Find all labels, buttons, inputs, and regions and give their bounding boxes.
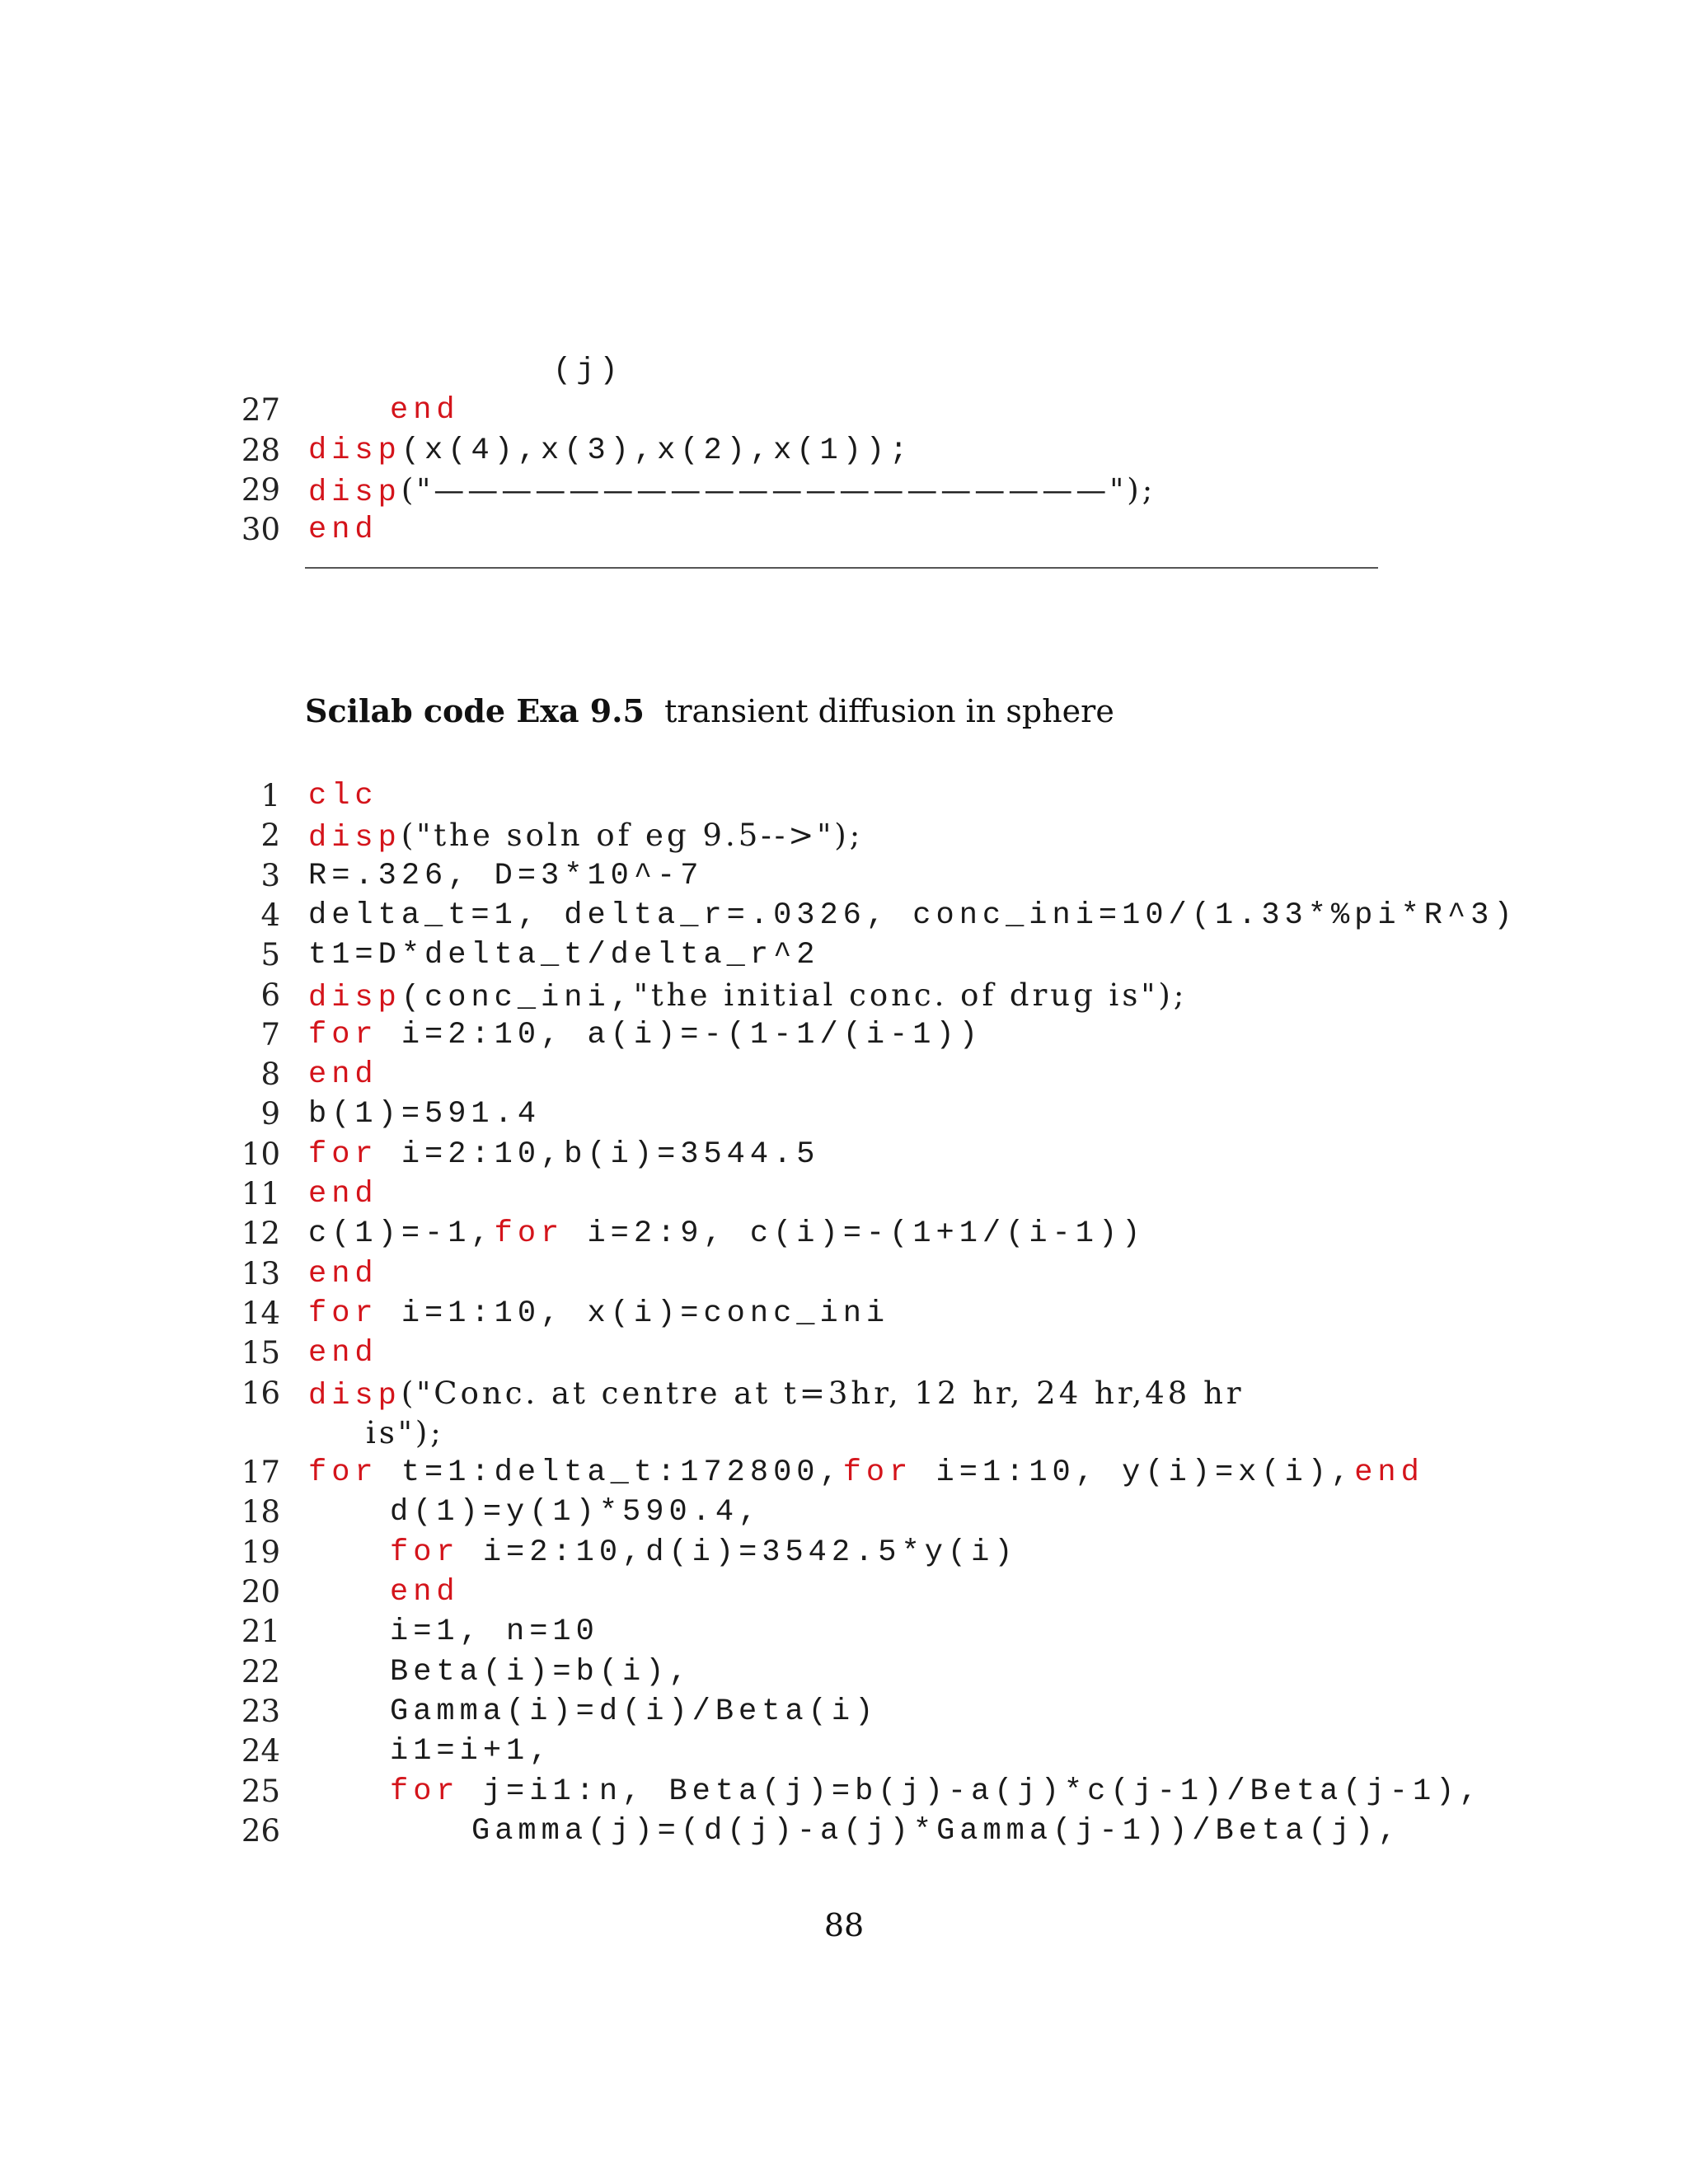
code-text	[308, 935, 819, 975]
code-text	[308, 896, 1517, 935]
keyword: for	[842, 1455, 913, 1491]
code-line	[0, 1094, 1688, 1134]
line-number: 19	[241, 1534, 280, 1570]
code-line	[0, 1055, 1688, 1094]
line-number: 26	[241, 1812, 280, 1849]
line-number: 6	[260, 977, 280, 1013]
code-line	[0, 1652, 1688, 1692]
code-token: (x(4),x(3),x(2),x(1));	[401, 433, 913, 468]
code-text	[390, 1612, 599, 1652]
keyword: for	[308, 1455, 378, 1491]
string-literal: ("————————————————————");	[401, 471, 1156, 508]
keyword: for	[308, 1137, 378, 1172]
code-token: d(1)=y(1)*590.4,	[390, 1495, 762, 1530]
code-token: Beta(i)=b(i),	[390, 1654, 692, 1690]
code-line	[0, 935, 1688, 975]
line-number: 29	[241, 471, 280, 508]
code-text	[308, 471, 1156, 513]
line-number: 11	[241, 1176, 280, 1212]
code-line	[0, 1135, 1688, 1174]
code-line	[0, 1692, 1688, 1732]
keyword: for	[390, 1535, 460, 1570]
code-line	[0, 776, 1688, 816]
code-token: b(1)=591.4	[308, 1097, 542, 1132]
code-token: (j)	[553, 354, 623, 388]
page-number: 88	[823, 1907, 865, 1943]
keyword: end	[308, 1336, 378, 1371]
line-number: 21	[241, 1614, 280, 1650]
listing-caption-label: Scilab code Exa 9.5	[305, 692, 645, 729]
code-line	[0, 1732, 1688, 1771]
code-line	[0, 1413, 1688, 1453]
line-number: 28	[241, 432, 280, 468]
code-text	[390, 1652, 692, 1692]
listing-caption-title: transient diffusion in sphere	[664, 693, 1114, 729]
keyword: disp	[308, 433, 401, 468]
line-number: 27	[241, 392, 280, 429]
line-number: 24	[241, 1733, 280, 1769]
keyword: for	[494, 1216, 565, 1252]
code-token: j=i1:n, Beta(j)=b(j)-a(j)*c(j-1)/Beta(j-1),	[459, 1774, 1483, 1809]
code-line	[0, 1453, 1688, 1493]
line-number: 5	[260, 937, 280, 973]
string-literal: "the initial conc. of drug is");	[633, 977, 1188, 1013]
code-text	[308, 976, 1187, 1018]
code-token: i=2:10,b(i)=3544.5	[377, 1137, 820, 1172]
code-line	[0, 1612, 1688, 1652]
line-number: 10	[241, 1136, 280, 1172]
line-number: 25	[241, 1773, 280, 1809]
code-line	[0, 856, 1688, 896]
keyword: disp	[308, 980, 401, 1015]
code-token: Gamma(j)=(d(j)-a(j)*Gamma(j-1))/Beta(j),	[471, 1813, 1402, 1849]
code-text	[366, 1413, 444, 1455]
line-number: 7	[260, 1016, 280, 1052]
line-number: 1	[260, 778, 280, 813]
code-token: delta_t=1, delta_r=.0326, conc_ini=10/(1.33*%pi*R^3)	[308, 898, 1517, 933]
code-token: t1=D*delta_t/delta_r^2	[308, 938, 820, 973]
code-line	[0, 1294, 1688, 1333]
line-number: 12	[241, 1216, 280, 1252]
code-line	[0, 816, 1688, 855]
code-line	[0, 1174, 1688, 1214]
keyword: end	[1354, 1455, 1424, 1491]
code-token: i=2:10, a(i)=-(1-1/(i-1))	[377, 1017, 982, 1052]
code-line	[0, 1533, 1688, 1572]
code-token: i=1:10, y(i)=x(i),	[912, 1455, 1355, 1491]
code-text	[308, 1135, 820, 1174]
line-number: 3	[260, 857, 280, 893]
string-literal: is");	[366, 1414, 444, 1451]
code-text	[308, 1015, 982, 1055]
code-line	[0, 976, 1688, 1015]
code-text	[390, 1692, 878, 1732]
keyword: for	[390, 1774, 460, 1809]
keyword: for	[308, 1296, 378, 1331]
keyword: clc	[308, 779, 378, 813]
keyword: end	[390, 1575, 460, 1610]
code-text	[308, 1254, 378, 1294]
keyword: disp	[308, 821, 401, 856]
code-text	[471, 1811, 1401, 1851]
code-token: c(1)=-1,	[308, 1216, 495, 1252]
string-literal: ("Conc. at centre at t=3hr, 12 hr, 24 hr,48 hr	[401, 1375, 1245, 1411]
code-line	[0, 471, 1688, 510]
code-line	[0, 1374, 1688, 1413]
code-text	[308, 1294, 889, 1333]
keyword: end	[308, 1057, 378, 1093]
code-text	[390, 1533, 1018, 1572]
code-line	[0, 510, 1688, 550]
keyword: end	[308, 1177, 378, 1212]
keyword: end	[308, 513, 378, 548]
code-text	[308, 776, 378, 816]
listing-end-rule	[305, 567, 1378, 569]
code-token: i=2:10,d(i)=3542.5*y(i)	[459, 1535, 1018, 1570]
code-text	[308, 510, 378, 550]
code-text	[308, 431, 912, 471]
code-text	[390, 1732, 552, 1771]
code-line	[0, 1333, 1688, 1373]
code-text	[390, 391, 460, 430]
line-number: 17	[241, 1455, 280, 1491]
code-line	[0, 1772, 1688, 1811]
line-number: 13	[241, 1255, 280, 1291]
code-text	[308, 1374, 1245, 1416]
line-number: 9	[260, 1096, 280, 1132]
code-text	[308, 1214, 1145, 1254]
code-token: Gamma(i)=d(i)/Beta(i)	[390, 1694, 879, 1729]
listing-caption	[305, 692, 1114, 729]
code-token: t=1:delta_t:172800,	[377, 1455, 843, 1491]
keyword: disp	[308, 1378, 401, 1413]
code-line	[0, 1015, 1688, 1055]
keyword: end	[390, 393, 460, 429]
code-line	[0, 1214, 1688, 1254]
code-text	[308, 816, 863, 858]
code-token: (conc_ini,	[401, 980, 634, 1015]
code-token: i1=i+1,	[390, 1734, 553, 1769]
line-number: 16	[241, 1375, 280, 1411]
code-line	[0, 1493, 1688, 1532]
code-token: R=.326, D=3*10^-7	[308, 858, 704, 893]
code-text	[308, 1174, 378, 1214]
string-literal: ("the soln of eg 9.5-->");	[401, 818, 864, 854]
line-number: 14	[241, 1295, 280, 1331]
code-text	[390, 1572, 460, 1612]
keyword: for	[308, 1017, 378, 1052]
line-number: 4	[260, 897, 280, 933]
keyword: end	[308, 1256, 378, 1291]
code-text	[308, 1453, 1424, 1493]
line-number: 20	[241, 1574, 280, 1610]
code-text	[308, 1333, 378, 1373]
code-token: i=1:10, x(i)=conc_ini	[377, 1296, 890, 1331]
code-text	[308, 1055, 378, 1094]
line-number: 15	[241, 1335, 280, 1371]
code-line	[0, 391, 1688, 430]
code-token: i=1, n=10	[390, 1615, 599, 1650]
code-text	[308, 856, 703, 896]
keyword: disp	[308, 475, 401, 510]
line-number: 22	[241, 1653, 280, 1690]
code-line	[0, 1254, 1688, 1294]
code-text	[308, 1094, 541, 1134]
code-line	[0, 1811, 1688, 1851]
code-line	[0, 431, 1688, 471]
code-text	[553, 351, 623, 391]
line-number: 30	[241, 512, 280, 548]
line-number: 2	[260, 818, 280, 854]
line-number: 18	[241, 1494, 280, 1530]
line-number: 8	[260, 1057, 280, 1093]
code-text	[390, 1772, 1483, 1811]
code-line	[0, 351, 1688, 391]
code-token: i=2:9, c(i)=-(1+1/(i-1))	[564, 1216, 1146, 1252]
code-text	[390, 1493, 762, 1532]
code-line	[0, 1572, 1688, 1612]
line-number: 23	[241, 1693, 280, 1729]
code-line	[0, 896, 1688, 935]
